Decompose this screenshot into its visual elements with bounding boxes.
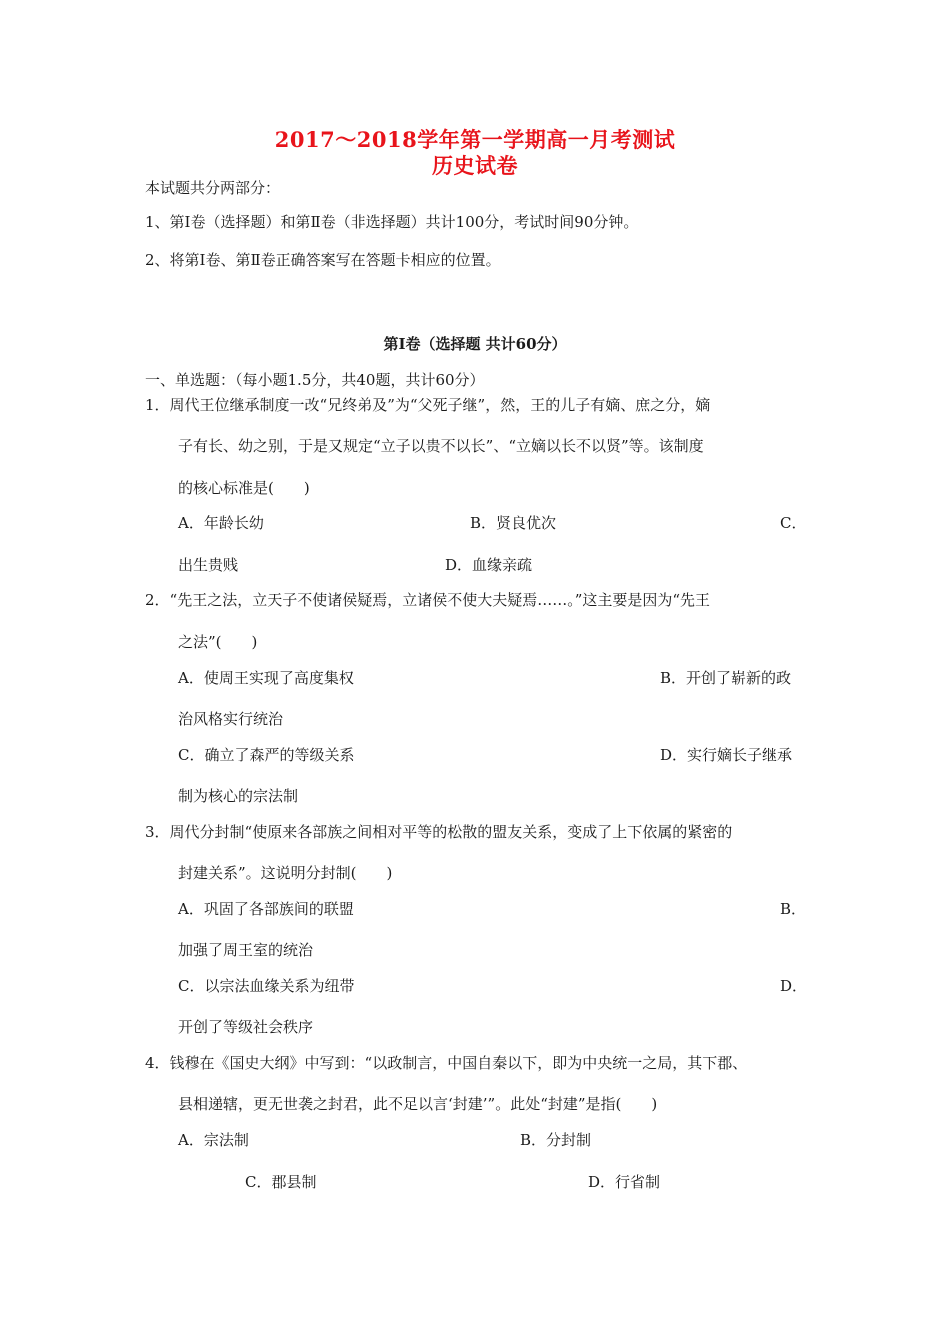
question-stem-line: 的核心标准是( ) [178,479,310,497]
option-c-continued: 出生贵贱 [178,556,239,574]
option-a: A．宗法制 [178,1131,249,1149]
question-stem-line: 之法”( ) [178,633,258,651]
question-stem-line: 子有长、幼之别，于是又规定“立子以贵不以长”、“立嫡以长不以贤”等。该制度 [178,437,704,455]
intro-text: 本试题共分两部分： [145,179,281,197]
section-instructions: 一、单选题：（每小题1.5分，共40题，共计60分） [145,371,485,389]
option-a: A．巩固了各部族间的联盟 [178,900,354,918]
option-d: D．血缘亲疏 [445,556,533,574]
question-stem-line: 2．“先王之法，立天子不使诸侯疑焉，立诸侯不使大夫疑焉……。”这主要是因为“先王 [145,591,711,609]
option-b: B．贤良优次 [470,514,557,532]
option-a: A．年龄长幼 [178,514,264,532]
option-b: B．开创了崭新的政 [660,669,792,687]
option-c: C． [780,514,807,532]
question-stem-line: 4．钱穆在《国史大纲》中写到：“以政制言，中国自秦以下，即为中央统一之局，其下郡、 [145,1054,748,1072]
option-a: A．使周王实现了高度集权 [178,669,354,687]
option-d: D．行省制 [588,1173,661,1191]
exam-subtitle: 历史试卷 [432,153,518,178]
option-b: B． [780,900,807,918]
question-stem-line: 1．周代王位继承制度一改“兄终弟及”为“父死子继”，然，王的儿子有嫡、庶之分，嫡 [145,396,711,414]
question-stem-line: 封建关系”。这说明分封制( ) [178,864,393,882]
question-stem-line: 3．周代分封制“使原来各部族之间相对平等的松散的盟友关系，变成了上下依属的紧密的 [145,823,733,841]
intro-rule-1: 1、第Ⅰ卷（选择题）和第Ⅱ卷（非选择题）共计100分，考试时间90分钟。 [145,213,639,231]
option-d: D．实行嫡长子继承 [660,746,793,764]
option-b: B．分封制 [520,1131,592,1149]
section-heading: 第Ⅰ卷（选择题 共计60分） [383,335,567,353]
question-stem-line: 县相递辖，更无世袭之封君，此不足以言‘封建’”。此处“封建”是指( ) [178,1095,658,1113]
intro-rule-2: 2、将第Ⅰ卷、第Ⅱ卷正确答案写在答题卡相应的位置。 [145,251,501,269]
option-c: C．以宗法血缘关系为纽带 [178,977,355,995]
option-b-continued: 加强了周王室的统治 [178,941,314,959]
option-d-continued: 制为核心的宗法制 [178,787,299,805]
option-c: C．郡县制 [245,1173,317,1191]
option-c: C．确立了森严的等级关系 [178,746,355,764]
option-d-continued: 开创了等级社会秩序 [178,1018,314,1036]
option-d: D． [780,977,808,995]
exam-title: 2017～2018学年第一学期高一月考测试 [274,127,676,152]
option-b-continued: 治风格实行统治 [178,710,284,728]
